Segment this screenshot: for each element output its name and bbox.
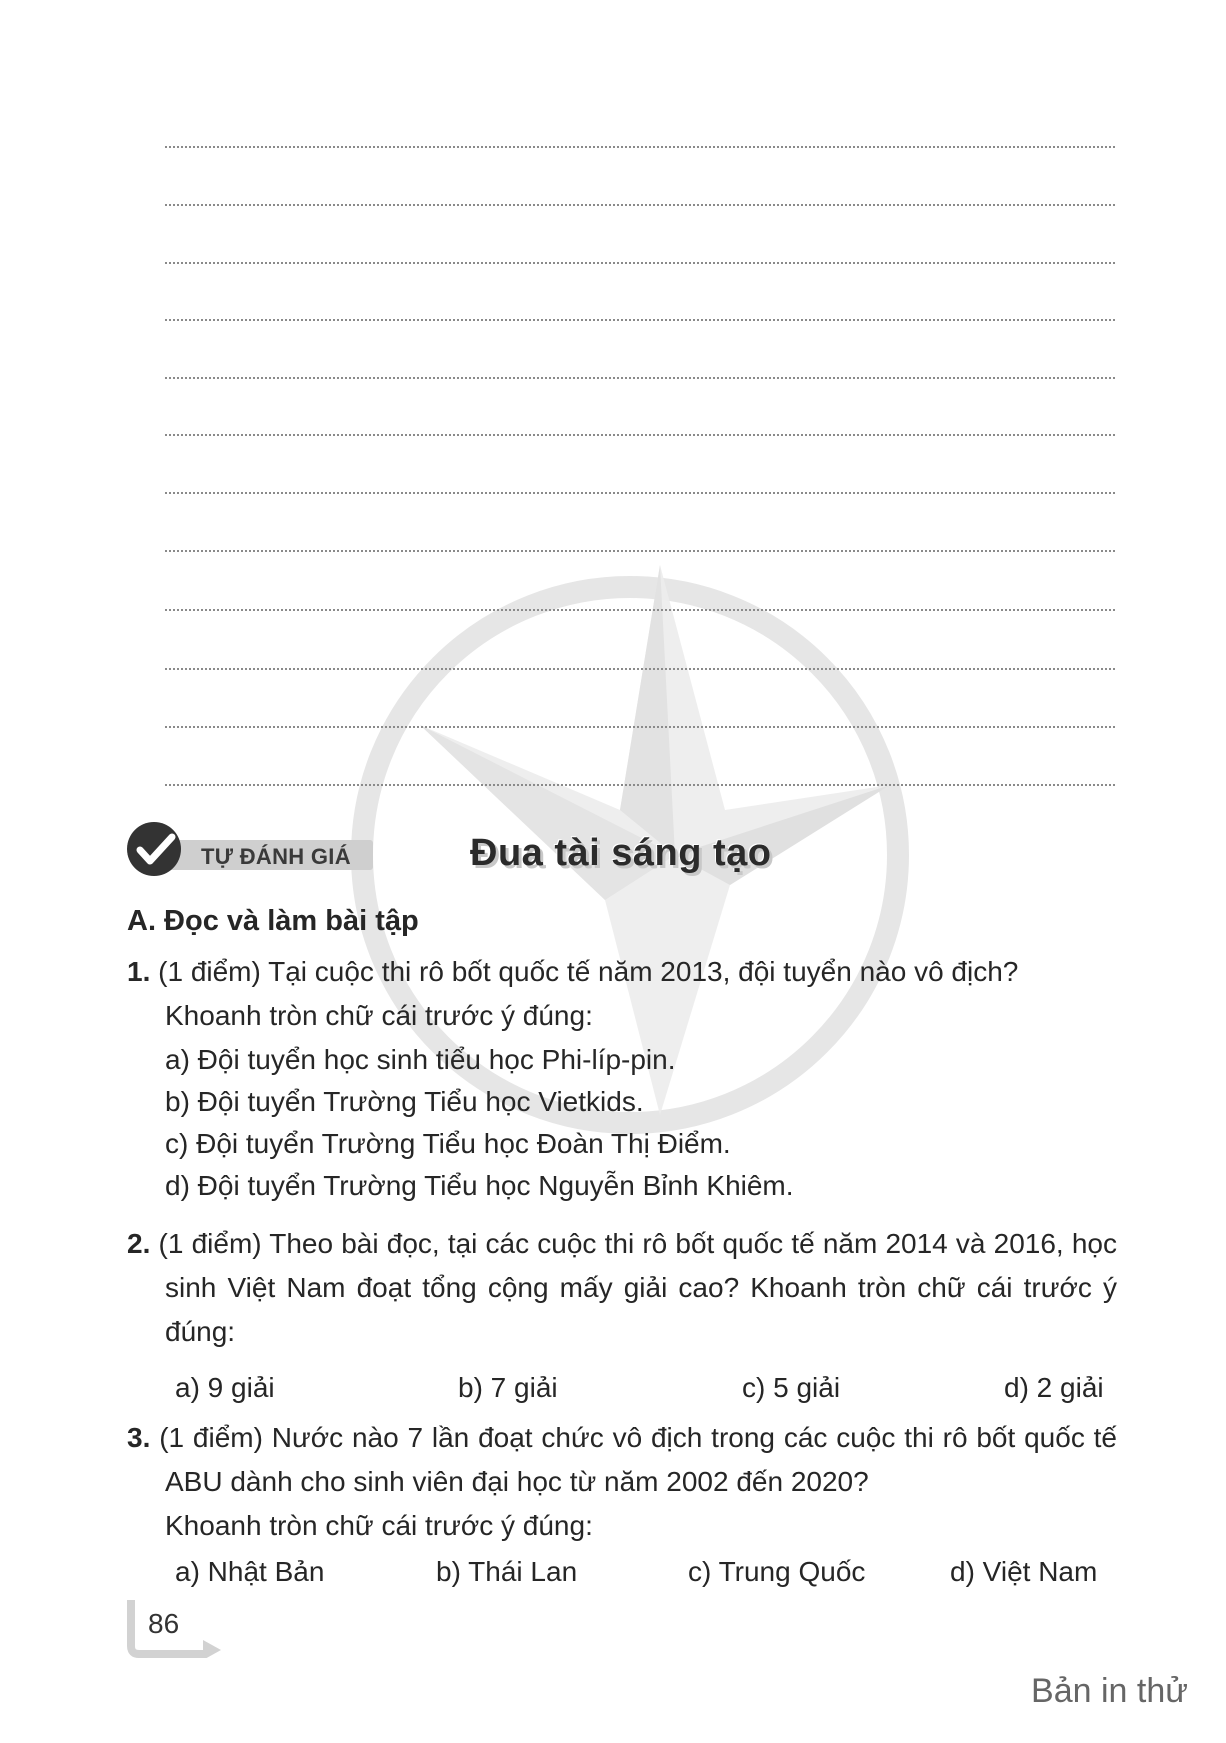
badge-label: TỰ ĐÁNH GIÁ [201,844,351,869]
writing-line[interactable] [165,492,1115,494]
question-1 [127,950,1127,994]
proof-label: Bản in thử [1031,1672,1188,1710]
answer-option[interactable]: a) Đội tuyển học sinh tiểu học Phi-líp-pin. [165,1044,676,1075]
writing-line[interactable] [165,434,1115,436]
page-number: 86 [148,1608,180,1639]
answer-option[interactable]: a) 9 giải [175,1372,275,1403]
writing-line[interactable] [165,550,1115,552]
answer-option[interactable]: c) Trung Quốc [688,1556,866,1587]
writing-line[interactable] [165,726,1115,728]
answer-option[interactable]: d) 2 giải [1004,1372,1104,1403]
answer-option[interactable]: a) Nhật Bản [175,1556,325,1587]
section-a-heading: A. Đọc và làm bài tập [127,905,419,937]
question-instruction: Khoanh tròn chữ cái trước ý đúng: [165,1510,593,1541]
question-3 [127,1416,1117,1504]
answer-option[interactable]: b) Đội tuyển Trường Tiểu học Vietkids. [165,1086,644,1117]
question-number: 3. [127,1422,151,1453]
writing-line[interactable] [165,319,1115,321]
answer-option[interactable]: c) 5 giải [742,1372,841,1403]
question-2 [127,1222,1117,1354]
question-number: 2. [127,1228,151,1259]
checkmark-icon [125,820,183,878]
writing-line[interactable] [165,668,1115,670]
self-assessment-badge [125,820,375,878]
answer-option[interactable]: c) Đội tuyển Trường Tiểu học Đoàn Thị Điểm. [165,1128,731,1159]
answer-option[interactable]: b) Thái Lan [436,1556,578,1587]
writing-line[interactable] [165,609,1115,611]
question-text: (1 điểm) Nước nào 7 lần đoạt chức vô địch trong các cuộc thi rô bốt quốc tế ABU dành cho sinh viên đại học từ năm 2002 đến 2020? [159,1422,1118,1497]
answer-option[interactable]: d) Việt Nam [950,1556,1098,1587]
writing-line[interactable] [165,262,1115,264]
answer-option[interactable]: d) Đội tuyển Trường Tiểu học Nguyễn Bỉnh Khiêm. [165,1170,794,1201]
writing-line[interactable] [165,377,1115,379]
writing-line[interactable] [165,204,1115,206]
question-number: 1. [127,956,151,987]
answer-option[interactable]: b) 7 giải [458,1372,558,1403]
section-title: Đua tài sáng tạo [470,832,772,874]
question-text: (1 điểm) Theo bài đọc, tại các cuộc thi rô bốt quốc tế năm 2014 và 2016, học sinh Việt Nam đoạt tổng cộng mấy giải cao? Khoanh tròn chữ cái trước ý đúng: [158,1228,1118,1347]
writing-line[interactable] [165,784,1115,786]
question-instruction: Khoanh tròn chữ cái trước ý đúng: [165,1000,593,1031]
writing-line[interactable] [165,146,1115,148]
question-text: (1 điểm) Tại cuộc thi rô bốt quốc tế năm 2013, đội tuyển nào vô địch? [158,956,1019,987]
